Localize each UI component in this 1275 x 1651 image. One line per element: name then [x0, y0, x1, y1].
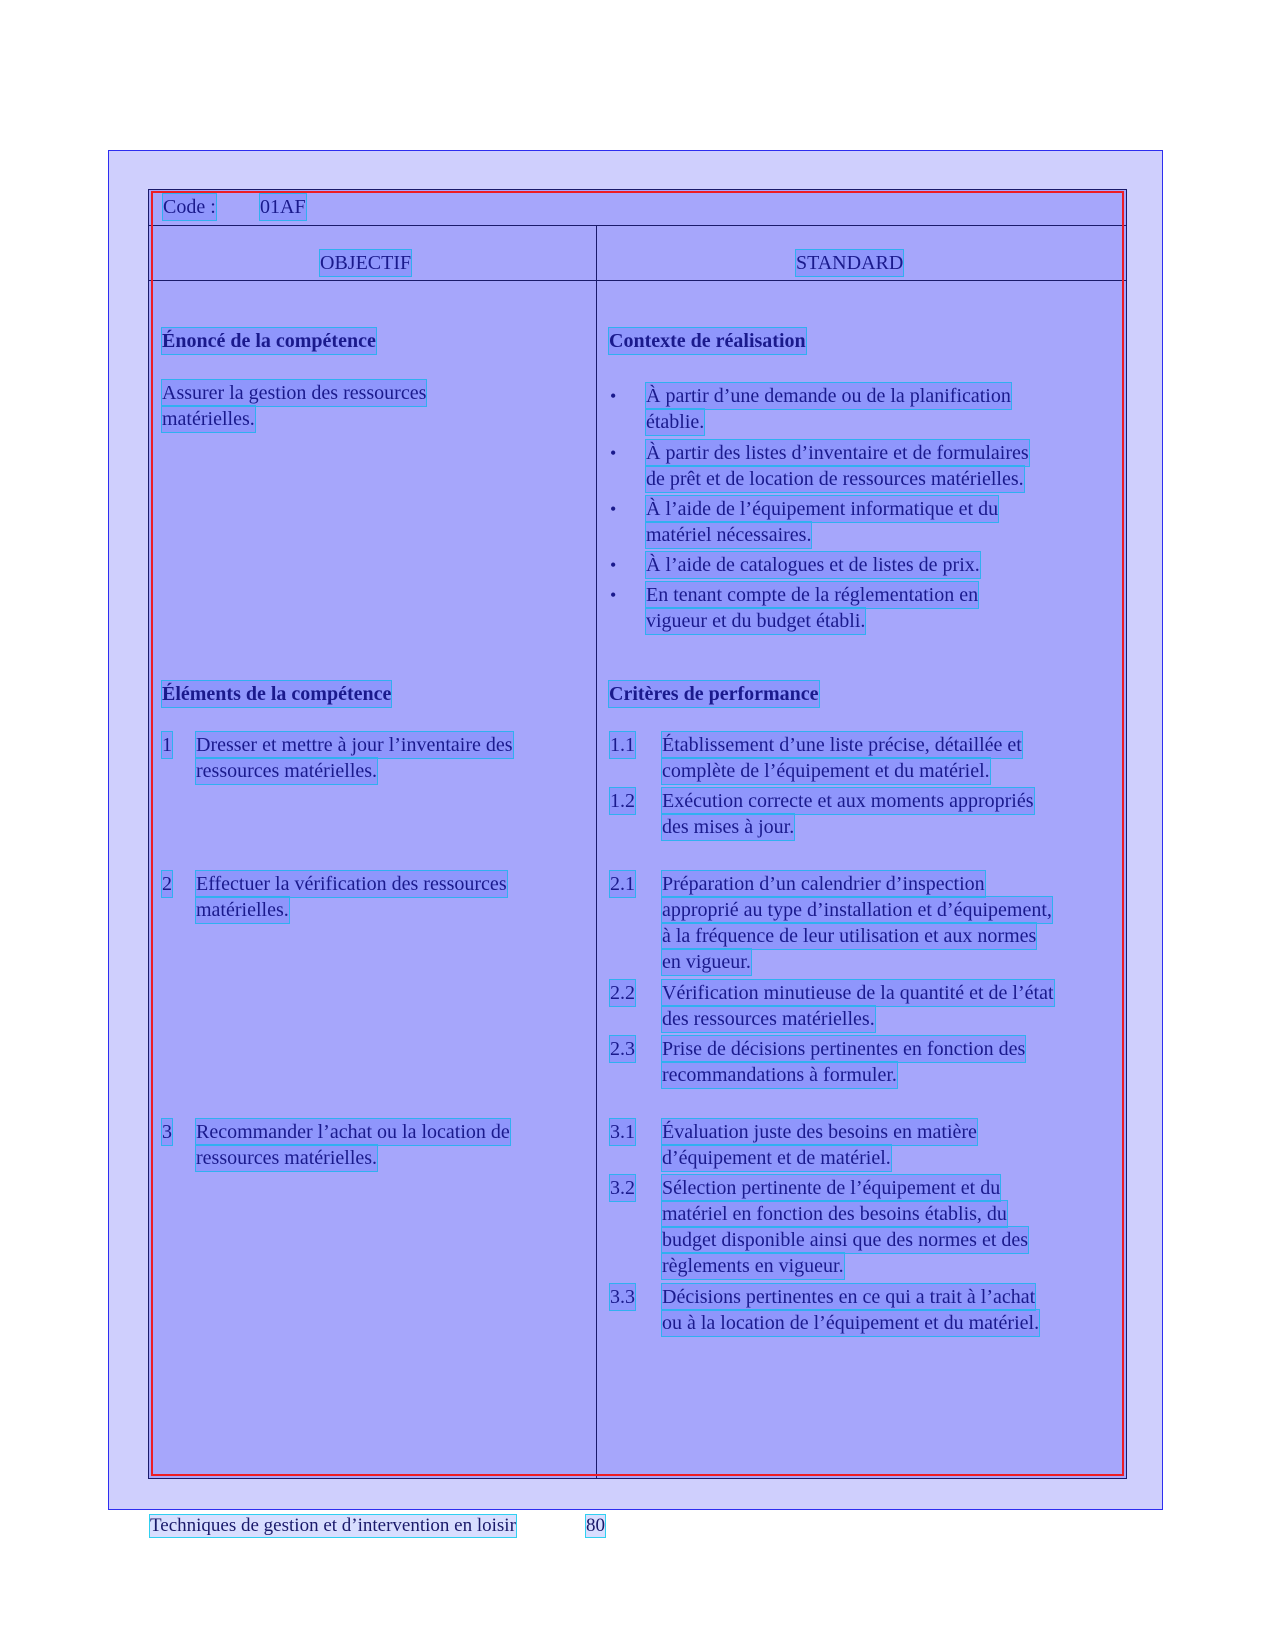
bullet-icon: • [610, 555, 617, 575]
enonce-line: Assurer la gestion des ressources [162, 382, 427, 404]
critere-number: 2.3 [610, 1038, 635, 1060]
critere-line: approprié au type d’installation et d’équipement, [662, 899, 1052, 921]
element-text [196, 871, 507, 923]
column-header-standard: STANDARD [796, 252, 904, 274]
critere-text [662, 1119, 977, 1171]
critere-line: en vigueur. [662, 951, 751, 973]
element-line: Effectuer la vérification des ressources [196, 873, 507, 895]
contexte-line: À partir d’une demande ou de la planification [646, 385, 1011, 407]
element-number: 3 [162, 1121, 172, 1143]
critere-line: budget disponible ainsi que des normes et des [662, 1229, 1029, 1251]
enonce-text [162, 380, 426, 432]
critere-line: Évaluation juste des besoins en matière [662, 1121, 977, 1143]
header-divider [148, 225, 1127, 226]
contexte-item [646, 440, 1029, 492]
critere-line: à la fréquence de leur utilisation et aux normes [662, 925, 1037, 947]
critere-number: 2.2 [610, 982, 635, 1004]
critere-line: ou à la location de l’équipement et du matériel. [662, 1312, 1040, 1334]
contexte-item [646, 552, 980, 578]
element-line: matérielles. [196, 899, 289, 921]
bullet-icon: • [610, 443, 617, 463]
code-value: 01AF [260, 196, 306, 218]
code-label: Code : [163, 196, 216, 218]
criteres-title: Critères de performance [609, 683, 819, 705]
footer-title: Techniques de gestion et d’intervention en loisir [150, 1515, 516, 1536]
bullet-icon: • [610, 499, 617, 519]
critere-line: Exécution correcte et aux moments appropriés [662, 790, 1034, 812]
contexte-line: À l’aide de l’équipement informatique et du [646, 498, 999, 520]
element-text [196, 732, 513, 784]
element-number: 1 [162, 734, 172, 756]
critere-line: règlements en vigueur. [662, 1255, 844, 1277]
column-header-objectif: OBJECTIF [320, 252, 412, 274]
critere-line: Décisions pertinentes en ce qui a trait à l’achat [662, 1286, 1036, 1308]
critere-line: des ressources matérielles. [662, 1008, 875, 1030]
enonce-title: Énoncé de la compétence [162, 330, 376, 352]
contexte-title: Contexte de réalisation [609, 330, 806, 352]
contexte-line: À l’aide de catalogues et de listes de prix. [646, 554, 980, 576]
element-line: Recommander l’achat ou la location de [196, 1121, 510, 1143]
contexte-item [646, 582, 978, 634]
contexte-line: vigueur et du budget établi. [646, 610, 866, 632]
critere-text [662, 1284, 1039, 1336]
critere-number: 3.3 [610, 1286, 635, 1308]
critere-line: des mises à jour. [662, 816, 795, 838]
column-header-divider [148, 280, 1127, 281]
critere-text [662, 871, 1052, 975]
bullet-icon: • [610, 386, 617, 406]
critere-line: Établissement d’une liste précise, détaillée et [662, 734, 1022, 756]
element-number: 2 [162, 873, 172, 895]
element-line: Dresser et mettre à jour l’inventaire des [196, 734, 513, 756]
critere-line: Sélection pertinente de l’équipement et du [662, 1177, 1001, 1199]
contexte-line: À partir des listes d’inventaire et de formulaires [646, 442, 1029, 464]
critere-number: 3.2 [610, 1177, 635, 1199]
critere-line: matériel en fonction des besoins établis, du [662, 1203, 1007, 1225]
critere-number: 1.1 [610, 734, 635, 756]
element-text [196, 1119, 510, 1171]
critere-text [662, 732, 1022, 784]
contexte-line: En tenant compte de la réglementation en [646, 584, 979, 606]
contexte-line: de prêt et de location de ressources matérielles. [646, 468, 1024, 490]
critere-line: Vérification minutieuse de la quantité et de l’état [662, 982, 1054, 1004]
element-line: ressources matérielles. [196, 760, 378, 782]
critere-number: 1.2 [610, 790, 635, 812]
bullet-icon: • [610, 585, 617, 605]
critere-number: 2.1 [610, 873, 635, 895]
critere-text [662, 788, 1034, 840]
critere-line: complète de l’équipement et du matériel. [662, 760, 990, 782]
critere-line: d’équipement et de matériel. [662, 1147, 891, 1169]
element-line: ressources matérielles. [196, 1147, 378, 1169]
critere-line: recommandations à formuler. [662, 1064, 897, 1086]
contexte-item [646, 496, 998, 548]
critere-text [662, 980, 1054, 1032]
contexte-line: matériel nécessaires. [646, 524, 812, 546]
elements-title: Éléments de la compétence [162, 683, 392, 705]
critere-line: Préparation d’un calendrier d’inspection [662, 873, 985, 895]
contexte-line: établie. [646, 411, 705, 433]
critere-text [662, 1175, 1028, 1279]
critere-number: 3.1 [610, 1121, 635, 1143]
page-number: 80 [586, 1515, 605, 1536]
column-divider [596, 225, 597, 1479]
critere-text [662, 1036, 1025, 1088]
critere-line: Prise de décisions pertinentes en fonction des [662, 1038, 1026, 1060]
enonce-line: matérielles. [162, 408, 255, 430]
contexte-item [646, 383, 1011, 435]
